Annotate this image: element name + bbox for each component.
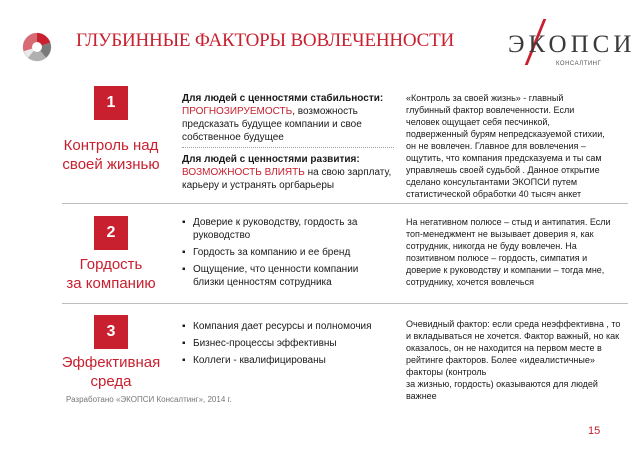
dotted-divider	[182, 147, 394, 148]
commentary-line: за жизнью, гордость) оказываются для людей	[406, 379, 598, 389]
bullet-line: ▪ Гордость за компанию и ее бренд	[193, 247, 351, 258]
row-label-line: за компанию	[66, 275, 156, 292]
commentary-line: глубинный фактор вовлеченности. Если	[406, 105, 575, 115]
row-label-line: Гордость	[79, 256, 143, 273]
commentary-line: ощутить, что компания предсказуема и ты сам	[406, 153, 602, 163]
commentary-line: позитивном полюсе – гордость, симпатия и	[406, 253, 588, 263]
logo-subtext: КОНСАЛТИНГ	[556, 61, 602, 67]
commentary-line: топ-менеджмент не вызывает доверия я, как	[406, 229, 594, 239]
bullet-list	[182, 216, 397, 289]
row-commentary	[406, 216, 628, 288]
pie-logo-icon	[22, 32, 52, 62]
footer-note: Разработано «ЭКОПСИ Консалтинг», 2014 г.	[66, 395, 232, 404]
row-label	[51, 353, 171, 391]
row-divider	[62, 303, 628, 304]
commentary-line: подверженный бурям непредсказуемой стихии,	[406, 129, 605, 139]
commentary-line: важнее	[406, 391, 437, 401]
bullet-item	[182, 320, 397, 333]
row-number-badge: 1	[94, 86, 128, 120]
block-text: собственное будущее	[182, 132, 284, 143]
commentary-line: сделано консультантами ЭКОПСИ путем	[406, 177, 578, 187]
bullet-line: ▪ Ощущение, что ценности компании	[193, 264, 359, 275]
bullet-line: руководство	[193, 230, 251, 241]
bullet-line: ▪ Компания дает ресурсы и полномочия	[193, 321, 372, 332]
commentary-line: «Контроль за своей жизнь» - главный	[406, 93, 564, 103]
block-text: предсказать будущее компании и свое	[182, 119, 362, 130]
row-commentary	[406, 318, 628, 402]
block-keyword: ПРОГНОЗИРУЕМОСТЬ	[182, 106, 293, 117]
development-block	[182, 153, 397, 192]
page-number: 15	[588, 425, 601, 437]
commentary-line: человек ощущает себя песчинкой,	[406, 117, 550, 127]
bullet-item	[182, 354, 397, 367]
commentary-line: оказалось, он не находится на первом месте в	[406, 343, 602, 353]
commentary-line: статистической обработки 40 тысяч анкет	[406, 189, 582, 199]
company-logo	[480, 19, 636, 69]
bullet-item	[182, 263, 397, 289]
block-keyword: ВОЗМОЖНОСТЬ ВЛИЯТЬ	[182, 167, 305, 178]
commentary-line: доверие к руководству и компании – тогда мне,	[406, 265, 605, 275]
commentary-line: сотруднику, хочется вовлечься	[406, 277, 534, 287]
commentary-line: факторы (контроль	[406, 367, 487, 377]
bullet-line: ▪ Коллеги - квалифицированы	[193, 355, 326, 366]
commentary-line: На негативном полюсе – стыд и антипатия. Если	[406, 217, 611, 227]
logo-text: ЭКОПСИ	[508, 31, 636, 58]
page-title: ГЛУБИННЫЕ ФАКТОРЫ ВОВЛЕЧЕННОСТИ	[76, 30, 455, 51]
row-divider	[62, 203, 628, 204]
block-heading: Для людей с ценностями развития:	[182, 154, 360, 165]
row-label-line: своей жизнью	[62, 156, 160, 173]
bullet-line: близки ценностям сотрудника	[193, 277, 332, 288]
row-label-line: среда	[90, 373, 132, 390]
commentary-line: управляешь своей судьбой . Данное открытие	[406, 165, 600, 175]
bullet-item	[182, 337, 397, 350]
commentary-line: рейтинге факторов. Более «идеалистичные»	[406, 355, 595, 365]
commentary-line: и вкладываться не хочется. Фактор важный, но как	[406, 331, 620, 341]
commentary-line: он не вовлечен. Главное для вовлечения –	[406, 141, 586, 151]
bullet-item	[182, 216, 397, 242]
block-text: на свою зарплату,	[304, 167, 392, 178]
row-number-badge: 3	[94, 315, 128, 349]
block-heading: Для людей с ценностями стабильности:	[182, 93, 384, 104]
bullet-list	[182, 320, 397, 367]
row-number-badge: 2	[94, 216, 128, 250]
commentary-line: сотрудник, никогда не буду вовлечен. На	[406, 241, 577, 251]
row-commentary	[406, 92, 628, 200]
stability-block	[182, 92, 397, 144]
row-label	[51, 136, 171, 174]
bullet-item	[182, 246, 397, 259]
row-label	[51, 255, 171, 293]
commentary-line: Очевидный фактор: если среда неэффективна , то	[406, 319, 621, 329]
row-label-line: Контроль над	[63, 137, 159, 154]
bullet-line: ▪ Доверие к руководству, гордость за	[193, 217, 358, 228]
block-text: карьеру и устранять оргбарьеры	[182, 180, 335, 191]
row-label-line: Эффективная	[61, 354, 161, 371]
block-text: , возможность	[292, 106, 358, 117]
bullet-line: ▪ Бизнес-процессы эффективны	[193, 338, 337, 349]
